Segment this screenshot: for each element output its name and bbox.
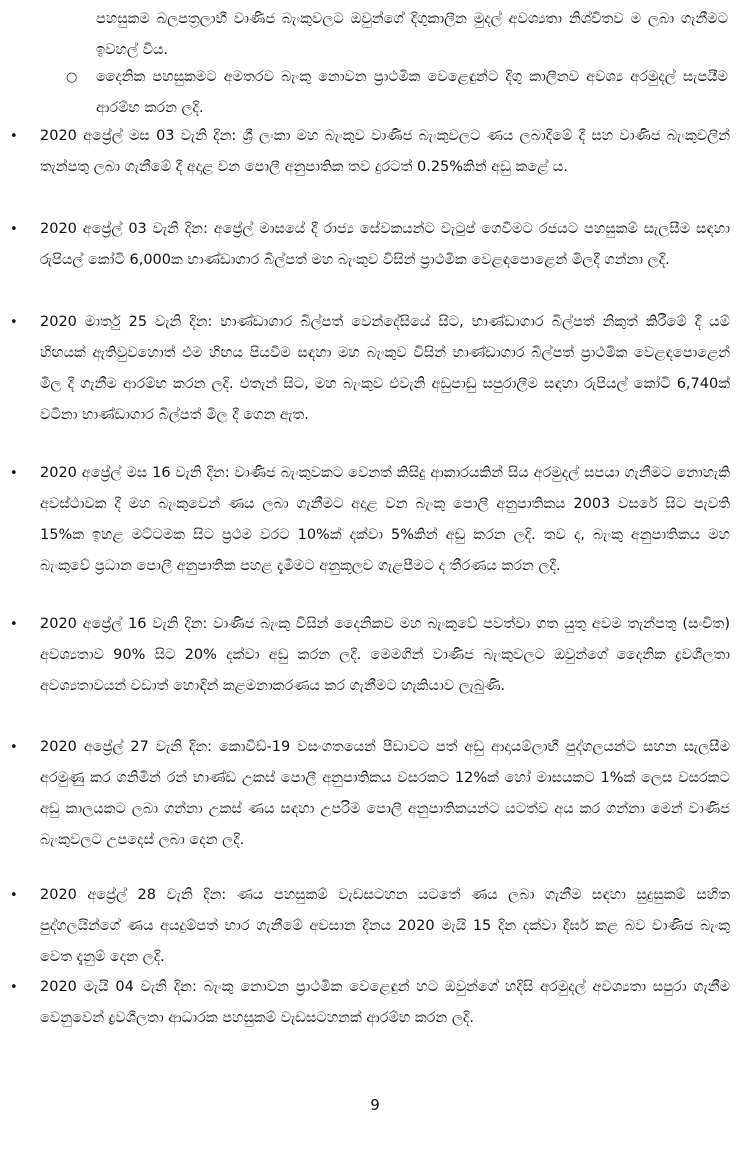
bullet-icon: • <box>10 466 18 481</box>
list-item: 2020 අප්‍රේල් 16 වැනි දින: වාණිජ බැංකු විසින් දෛනිකව මහ බැංකුවේ පවත්වා ගත යුතු අවම තැන්පතු (සංචිත) අවශ්‍යතාව 90% සිට 20% දක්වා අඩු කරන ලදි. මෙමගින් වාණිජ බැංකුවලට ඔවුන්ගේ දෛනික ද්‍රවශීලතා අවශ්‍යතාවයන් වඩාත් හොඳින් කළමනාකරණය කර ගැනීමට හැකියාව ලැබුණි. <box>40 616 730 694</box>
list-item: 2020 අප්‍රේල් 28 වැනි දින: ණය පහසුකම් වැඩසටහන යටතේ ණය ලබා ගැනීම සඳහා සුදුසුකම් සහිත පුද්ගලයින්ගේ ණය අයදුම්පත් භාර ගැනීමේ අවසාන දිනය 2020 මැයි 15 දින දක්වා දීර්ඝ කළ බව වාණිජ බැංකු වෙත දැනුම් දෙන ලදි. <box>40 887 730 965</box>
page-number: 9 <box>370 1096 380 1114</box>
sub-bullet-icon: ○ <box>66 70 78 85</box>
sub-list-item: දෛනික පහසුකමට අමතරව බැංකු නොවන ප්‍රාථමික වෙළෙඳුන්ට දිගු කාලීනව අවශ්‍ය අරමුදල් සැපයීම ආරම්භ කරන ලදි. <box>96 69 728 116</box>
bullet-icon: • <box>10 740 18 755</box>
list-item: 2020 මැයි 04 වැනි දින: බැංකු නොවන ප්‍රාථමික වෙළෙඳුන් හට ඔවුන්ගේ හදිසි අරමුදල් අවශ්‍යතා සපුරා ගැනීම වෙනුවෙන් ද්‍රවශීලතා ආධාරක පහසුකම් වැඩසටහනක් ආරම්භ කරන ලදි. <box>40 979 730 1026</box>
list-item: 2020 අප්‍රේල් මස 16 වැනි දින: වාණිජ බැංකුවකට වෙනත් කිසිදු ආකාරයකින් සිය අරමුදල් සපයා ගැනීමට නොහැකි අවස්ථාවක දී මහ බැංකුවෙන් ණය ලබා ගැනීමට අදාළ වන බැංකු පොලී අනුපාතිකය 2003 වසරේ සිට පැවති 15%ක ඉහළ මට්ටමක සිට ප්‍රථම වරට 10%ක් දක්වා 5%කින් අඩු කරන ලදි. තව ද, බැංකු අනුපාතිකය මහ බැංකුවේ ප්‍රධාන පොලී අනුපාතික පහළ දැමීමට අනුකූලව ගැළපීමට ද තීරණය කරන ලදී. <box>40 465 730 574</box>
bullet-icon: • <box>10 980 18 995</box>
list-item: 2020 මාර්තු 25 වැනි දින: භාණ්ඩාගාර බිල්පත් වෙන්දේසියේ සිට, භාණ්ඩාගාර බිල්පත් නිකුත් කිරීමේ දී යම් හිඟයක් ඇතිවුවහොත් එම හිඟය පියවීම සඳහා මහ බැංකුව විසින් භාණ්ඩාගාර බිල්පත් ප්‍රාථමික වෙළඳපොළෙන් මිල දී ගැනීම ආරම්භ කරන ලදි. එතැන් සිට, මහ බැංකුව එවැනි අඩුපාඩු සපුරාලීම සඳහා රුපියල් කෝටි 6,740ක් වටිනා භාණ්ඩාගාර බිල්පත් මිල දී ගෙන ඇත. <box>40 314 730 423</box>
bullet-icon: • <box>10 315 18 330</box>
list-item: 2020 අප්‍රේල් 27 වැනි දින: කොවිඩ්-19 වසංගතයෙන් පීඩාවට පත් අඩු ආදායම්ලාභී පුද්ගලයන්ට සහන සැලසීම අරමුණු කර ගනිමින් රන් භාණ්ඩ උකස් පොලී අනුපාතිකය වසරකට 12%ක් හෝ මාසයකට 1%ක් ලෙස වසරකට අඩු කාලයකට ලබා ගන්නා උකස් ණය සඳහා උපරිම පොලී අනුපාතිකයන්ට යටත්ව අය කර ගන්නා මෙන් වාණිජ බැංකුවලට උපදෙස් ලබා දෙන ලදි. <box>40 739 730 848</box>
bullet-icon: • <box>10 888 18 903</box>
bullet-icon: • <box>10 617 18 632</box>
bullet-icon: • <box>10 222 18 237</box>
continuation-paragraph: පහසුකම බලපත්‍රලාභී වාණිජ බැංකුවලට ඔවුන්ගේ දිගුකාලීන මුදල් අවශ්‍යතා නිශ්චිතව ම ලබා ගැනීමට ඉවහල් විය. <box>96 11 728 58</box>
list-item: 2020 අප්‍රේල් මස 03 වැනි දින: ශ්‍රී ලංකා මහ බැංකුව වාණිජ බැංකුවලට ණය ලබාදීමේ දී සහ වාණිජ බැංකුවලින් තැන්පතු ලබා ගැනීමේ දී අදාළ වන පොලී අනුපාතික තව දුරටත් 0.25%කින් අඩු කළේ ය. <box>40 128 730 175</box>
list-item: 2020 අප්‍රේල් 03 වැනි දින: අප්‍රේල් මාසයේ දී රාජ්‍ය සේවකයන්ට වැටුප් ගෙවීමට රජයට පහසුකම් සැලසීම සඳහා රුපියල් කෝටි 6,000ක භාණ්ඩාගාර බිල්පත් මහ බැංකුව විසින් ප්‍රාථමික වෙළඳපොළෙන් මිලදී ගන්නා ලදි. <box>40 221 730 268</box>
bullet-icon: • <box>10 129 18 144</box>
